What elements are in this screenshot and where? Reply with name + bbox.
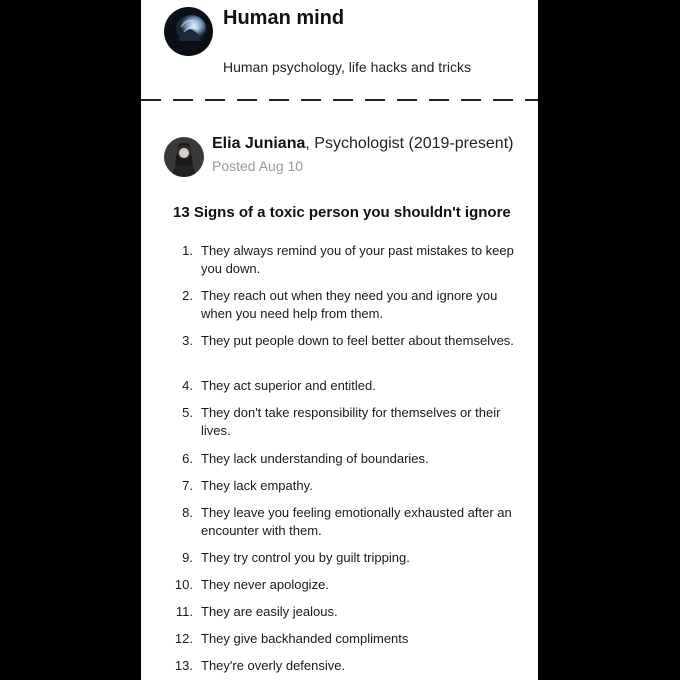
brain-avatar-icon[interactable] (164, 7, 213, 56)
post-card (141, 0, 538, 680)
list-number: 1. (182, 243, 193, 258)
post-headline: 13 Signs of a toxic person you shouldn't ignore (173, 204, 511, 221)
list-number: 8. (182, 505, 193, 520)
list-text: They reach out when they need you and ignore you when you need help from them. (201, 288, 498, 321)
list-text: They don't take responsibility for themselves or their lives. (201, 405, 501, 438)
author-credential: , Psychologist (2019-present) (305, 135, 514, 152)
list-number: 6. (182, 451, 193, 466)
list-number: 10. (174, 577, 193, 592)
list-number: 3. (182, 333, 193, 348)
list-text: They leave you feeling emotionally exhausted after an encounter with them. (201, 505, 512, 538)
list-number: 11. (175, 604, 193, 619)
space-title[interactable]: Human mind (223, 7, 345, 29)
list-number: 12. (174, 631, 193, 646)
list-number: 2. (182, 288, 193, 303)
list-number: 7. (182, 478, 193, 493)
list-number: 13. (174, 658, 193, 673)
section-divider (141, 98, 538, 102)
list-text: They lack understanding of boundaries. (201, 451, 429, 466)
post-date: Posted Aug 10 (212, 158, 304, 174)
author-avatar-icon[interactable] (164, 137, 204, 177)
list-text: They always remind you of your past mistakes to keep you down. (201, 243, 514, 276)
list-text: They put people down to feel better about themselves. (201, 333, 514, 348)
list-text: They act superior and entitled. (201, 378, 376, 393)
list-text: They lack empathy. (201, 478, 313, 493)
space-header (141, 0, 538, 100)
list-text: They give backhanded compliments (201, 631, 409, 646)
list-text: They are easily jealous. (201, 604, 338, 619)
author-line (212, 135, 513, 153)
list-text: They never apologize. (201, 577, 329, 592)
author-name[interactable]: Elia Juniana (212, 135, 306, 152)
list-number: 9. (182, 550, 193, 565)
list-text: They're overly defensive. (201, 658, 346, 673)
list-text: They try control you by guilt tripping. (201, 550, 410, 565)
list-number: 5. (182, 405, 193, 420)
list-number: 4. (182, 378, 193, 393)
space-description: Human psychology, life hacks and tricks (223, 59, 471, 75)
